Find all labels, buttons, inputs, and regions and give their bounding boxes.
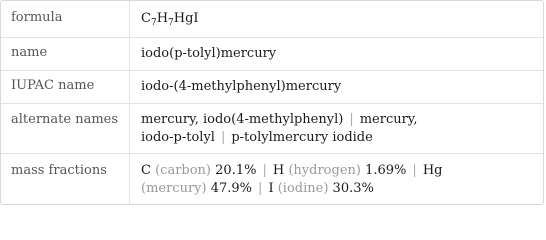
name-value: iodo(p-tolyl)mercury — [141, 46, 277, 61]
formula-h-count: 7 — [168, 18, 174, 28]
separator: | — [412, 163, 417, 178]
alternate-name-1: mercury, iodo(4-methylphenyl) — [141, 112, 344, 127]
mass-line-1 — [141, 161, 442, 181]
separator: | — [262, 163, 267, 178]
element-fraction: 20.1% — [215, 163, 257, 178]
element-name: (hydrogen) — [288, 163, 361, 178]
table-row-iupac — [1, 71, 543, 104]
element-name: (iodine) — [277, 181, 329, 196]
element-symbol: H — [272, 163, 285, 178]
row-label-iupac: IUPAC name — [11, 78, 95, 93]
row-label-formula: formula — [11, 10, 63, 25]
formula-value — [141, 9, 199, 29]
separator: | — [349, 112, 354, 127]
separator: | — [220, 130, 226, 145]
formula-c: C — [141, 11, 151, 26]
row-label-alternate: alternate names — [11, 112, 119, 127]
table-row-name — [1, 38, 543, 71]
row-label-name: name — [11, 45, 48, 60]
alternate-name-2a: mercury, — [359, 112, 418, 127]
formula-c-count: 7 — [150, 18, 157, 28]
element-symbol: C — [141, 163, 151, 178]
iupac-value: iodo-(4-methylphenyl)mercury — [141, 79, 342, 94]
table-row-alternate-names — [1, 104, 543, 154]
formula-hgi: HgI — [173, 11, 199, 26]
table-row-mass-fractions — [1, 154, 543, 206]
element-fraction: 47.9% — [210, 181, 253, 196]
table-row-formula — [1, 1, 543, 38]
element-fraction: 30.3% — [332, 181, 374, 196]
alternate-name-2b: iodo-p-tolyl — [141, 130, 215, 145]
element-name: (carbon) — [155, 163, 212, 178]
separator: | — [258, 181, 263, 196]
alternate-line-1 — [141, 110, 418, 130]
row-label-mass: mass fractions — [11, 163, 107, 178]
element-symbol: I — [268, 181, 274, 196]
element-fraction: 1.69% — [365, 163, 407, 178]
alternate-name-3: p-tolylmercury iodide — [231, 130, 373, 145]
element-symbol: Hg — [422, 163, 443, 178]
formula-h: H — [156, 11, 169, 26]
alternate-line-2 — [141, 128, 373, 148]
element-name: (mercury) — [141, 181, 207, 196]
mass-line-2 — [141, 179, 374, 199]
